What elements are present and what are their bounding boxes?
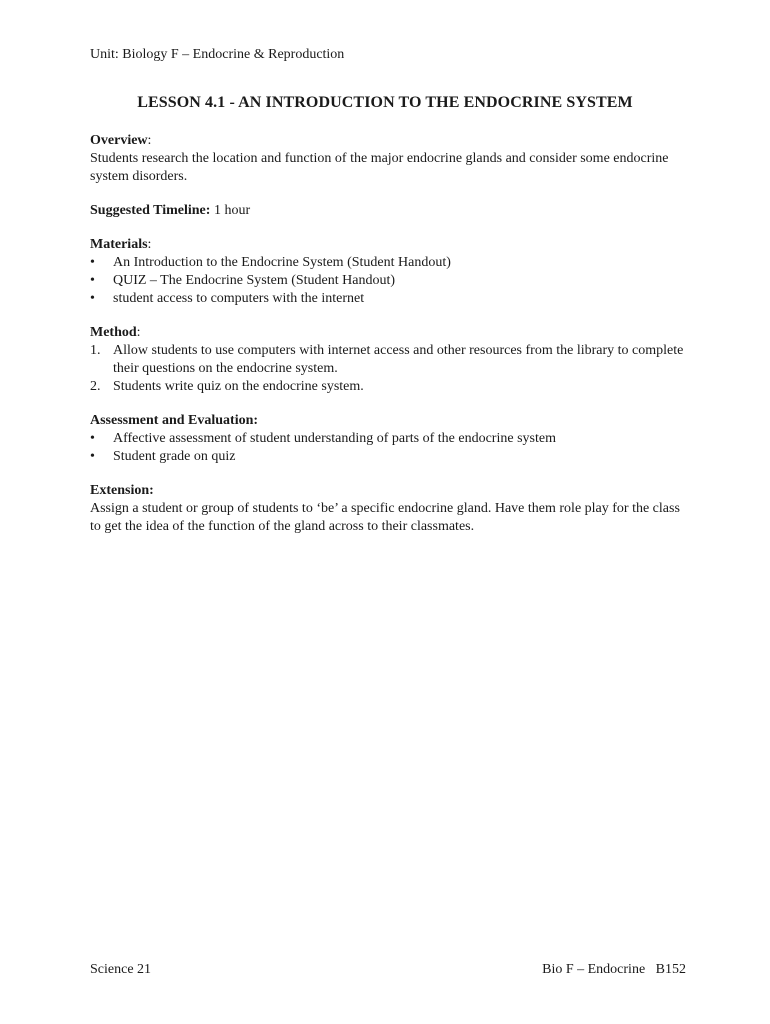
timeline-section [90,202,690,220]
list-item [90,290,690,308]
materials-heading-label: Materials [90,237,148,252]
timeline-label: Suggested Timeline: [90,203,211,218]
footer-page-ref: Bio F – Endocrine B152 [542,962,686,977]
list-item [90,272,690,290]
list-item-text: An Introduction to the Endocrine System (Student Handout) [113,255,451,270]
materials-heading-colon: : [147,237,152,252]
materials-section [90,236,690,308]
list-item-text: Student grade on quiz [113,449,236,464]
footer-course: Science 21 [90,962,152,977]
bullet-icon: • [90,255,95,270]
overview-heading-label: Overview [90,133,148,148]
list-item [90,254,690,272]
unit-header: Unit: Biology F – Endocrine & Reproduction [90,47,345,62]
list-item [90,378,690,396]
list-item [90,448,690,466]
assessment-list [90,430,690,466]
list-item [90,430,690,448]
list-item [90,342,690,378]
step-number: 1. [90,343,101,358]
lesson-content [90,132,690,552]
method-section [90,324,690,396]
bullet-icon: • [90,449,95,464]
overview-heading [90,132,690,150]
method-steps [90,342,690,396]
overview-text: Students research the location and function of the major endocrine glands and consider some endocrine system disorders. [90,151,669,184]
method-heading-label: Method [90,325,137,340]
method-heading [90,324,690,342]
bullet-icon: • [90,431,95,446]
list-item-text: Affective assessment of student understanding of parts of the endocrine system [113,431,556,446]
lesson-title: LESSON 4.1 - AN INTRODUCTION TO THE ENDOCRINE SYSTEM [137,94,633,111]
list-item-text: student access to computers with the internet [113,291,365,306]
timeline-value: 1 hour [210,203,251,218]
materials-heading [90,236,690,254]
step-text: Students write quiz on the endocrine system. [113,379,364,394]
materials-list [90,254,690,308]
overview-section [90,132,690,186]
bullet-icon: • [90,291,95,306]
assessment-section [90,412,690,466]
list-item-text: QUIZ – The Endocrine System (Student Handout) [113,273,396,288]
step-text: Allow students to use computers with internet access and other resources from the library to complete their questions on the endocrine system. [113,343,684,376]
overview-heading-colon: : [147,133,152,148]
extension-heading: Extension: [90,483,154,498]
extension-section [90,482,690,536]
method-heading-colon: : [136,325,141,340]
extension-text: Assign a student or group of students to ‘be’ a specific endocrine gland. Have them role play for the class to get the idea of the function of the gland across to their classmates. [90,501,680,534]
bullet-icon: • [90,273,95,288]
assessment-heading: Assessment and Evaluation: [90,413,259,428]
step-number: 2. [90,379,101,394]
